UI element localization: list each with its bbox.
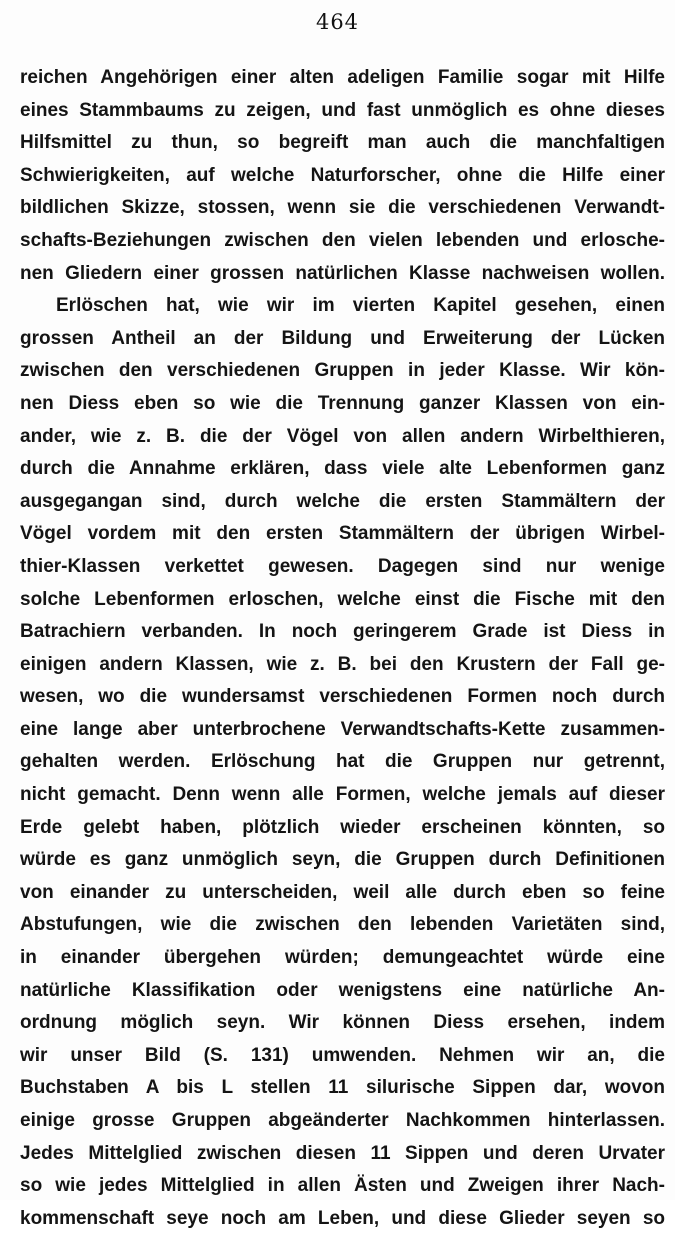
- page-number: 464: [315, 10, 360, 34]
- body-text: [20, 62, 665, 1235]
- text-line: grossen Antheil an der Bildung und Erweiterung der Lücken: [20, 327, 665, 349]
- text-line: ordnung möglich seyn. Wir können Diess ersehen, indem: [20, 1012, 665, 1034]
- text-line: einigen andern Klassen, wie z. B. bei den Krustern der Fall ge-: [20, 653, 665, 675]
- text-line: Hilfsmittel zu thun, so begreift man auch die manchfaltigen: [20, 132, 665, 154]
- text-line: Batrachiern verbanden. In noch geringerem Grade ist Diess in: [20, 621, 665, 643]
- text-line: solche Lebenformen erloschen, welche einst die Fische mit den: [20, 588, 665, 610]
- text-line: thier-Klassen verkettet gewesen. Dagegen sind nur wenige: [20, 555, 665, 577]
- text-line: Schwierigkeiten, auf welche Naturforscher, ohne die Hilfe einer: [20, 164, 665, 186]
- text-line: eines Stammbaums zu zeigen, und fast unmöglich es ohne dieses: [20, 99, 665, 121]
- text-line: ausgegangan sind, durch welche die ersten Stammältern der: [20, 490, 665, 512]
- text-line: bildlichen Skizze, stossen, wenn sie die verschiedenen Verwandt-: [20, 197, 665, 219]
- text-line: kommenschaft seye noch am Leben, und diese Glieder seyen so: [20, 1207, 665, 1229]
- text-line: nicht gemacht. Denn wenn alle Formen, welche jemals auf dieser: [20, 784, 665, 806]
- text-line: von einander zu unterscheiden, weil alle durch eben so feine: [20, 881, 665, 903]
- text-line: Erde gelebt haben, plötzlich wieder erscheinen könnten, so: [20, 816, 665, 838]
- text-line: Abstufungen, wie die zwischen den lebenden Varietäten sind,: [20, 914, 665, 936]
- text-line: zwischen den verschiedenen Gruppen in jeder Klasse. Wir kön-: [20, 360, 665, 382]
- text-line: reichen Angehörigen einer alten adeligen Familie sogar mit Hilfe: [20, 67, 665, 88]
- text-line: wir unser Bild (S. 131) umwenden. Nehmen wir an, die: [20, 1044, 665, 1066]
- text-line: nen Diess eben so wie die Trennung ganzer Klassen von ein-: [20, 392, 665, 414]
- text-line: in einander übergehen würden; demungeachtet würde eine: [20, 947, 665, 969]
- text-line: gehalten werden. Erlöschung hat die Gruppen nur getrennt,: [20, 751, 665, 773]
- text-line: würde es ganz unmöglich seyn, die Gruppen durch Definitionen: [20, 849, 665, 871]
- text-line: nen Gliedern einer grossen natürlichen Klasse nachweisen wollen.: [20, 262, 665, 284]
- text-line: so wie jedes Mittelglied in allen Ästen und Zweigen ihrer Nach-: [20, 1175, 665, 1197]
- text-line: Erlöschen hat, wie wir im vierten Kapitel gesehen, einen: [56, 295, 665, 317]
- text-line: durch die Annahme erklären, dass viele alte Lebenformen ganz: [20, 458, 665, 480]
- text-line: Jedes Mittelglied zwischen diesen 11 Sippen und deren Urvater: [20, 1142, 665, 1164]
- text-line: ander, wie z. B. die der Vögel von allen andern Wirbelthieren,: [20, 425, 665, 447]
- text-line: natürliche Klassifikation oder wenigstens eine natürliche An-: [20, 979, 665, 1001]
- text-line: wesen, wo die wundersamst verschiedenen Formen noch durch: [20, 686, 665, 708]
- text-line: schafts-Beziehungen zwischen den vielen lebenden und erlosche-: [20, 229, 665, 251]
- text-line: Vögel vordem mit den ersten Stammältern der übrigen Wirbel-: [20, 523, 665, 545]
- text-line: eine lange aber unterbrochene Verwandtschafts-Kette zusammen-: [20, 718, 665, 740]
- text-line: Buchstaben A bis L stellen 11 silurische Sippen dar, wovon: [20, 1077, 665, 1099]
- text-line: einige grosse Gruppen abgeänderter Nachkommen hinterlassen.: [20, 1110, 665, 1131]
